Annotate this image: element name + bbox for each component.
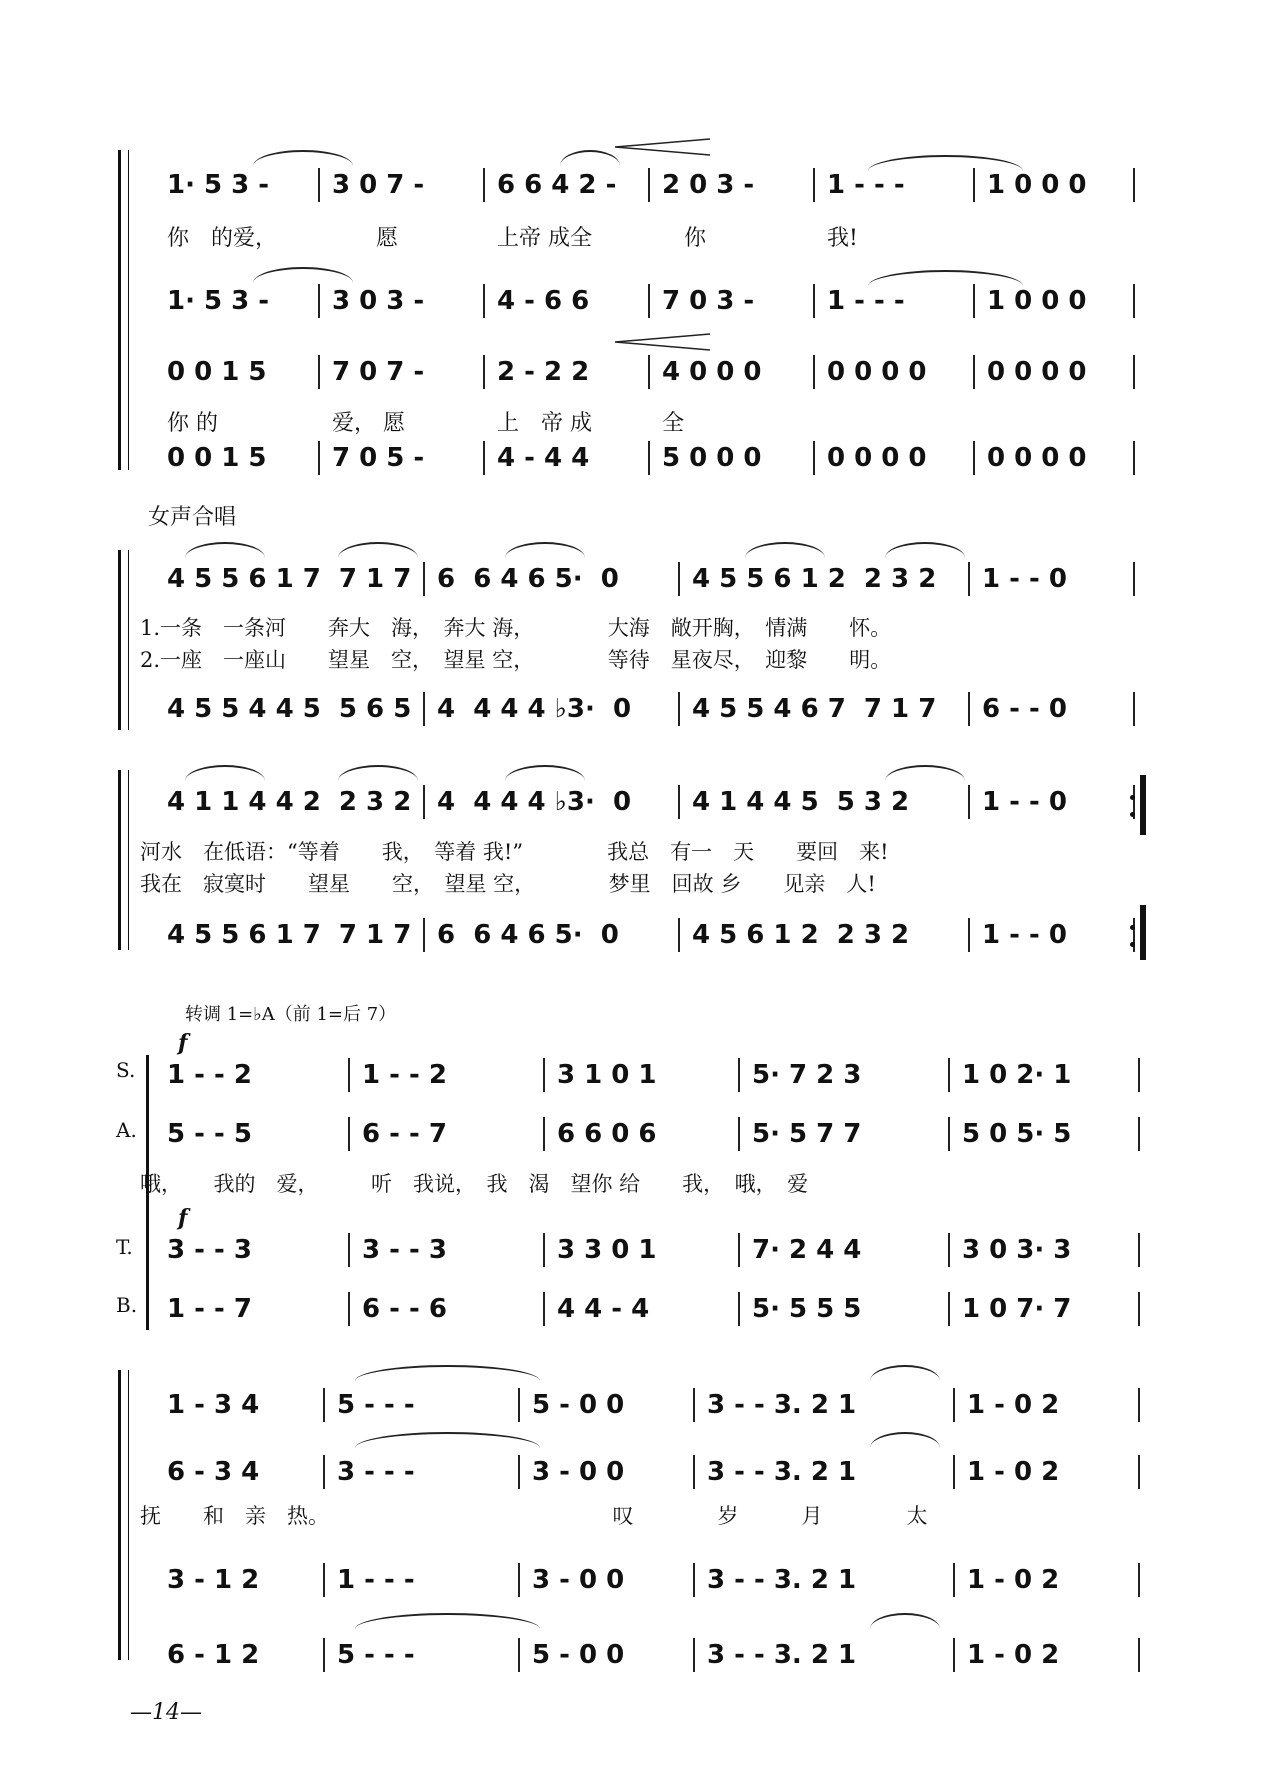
staff-row bbox=[155, 562, 1140, 596]
triplet-slur bbox=[885, 542, 965, 558]
measure: 2 - 2 2 bbox=[485, 355, 650, 389]
lyric-measure: 全 bbox=[662, 410, 685, 436]
system-bracket bbox=[118, 550, 126, 730]
measure: 4 5 5 6 1 2 2 3 2 bbox=[680, 562, 970, 596]
measure: 5 0 5· 5 bbox=[950, 1117, 1140, 1151]
page-number: —14— bbox=[130, 1700, 202, 1725]
system-bracket-thin bbox=[128, 550, 130, 730]
measure: 3 0 3· 3 bbox=[950, 1233, 1140, 1267]
triplet-slur bbox=[870, 1432, 940, 1448]
slur bbox=[253, 267, 353, 283]
measure: 6 6 4 6 5· 0 bbox=[425, 562, 680, 596]
measure: 1 - - 0 bbox=[970, 785, 1135, 819]
staff-row bbox=[155, 1563, 1140, 1597]
lyrics-verse-1: 河水 在低语：“等着 我， 等着 我!” 我总 有一 天 要回 来! bbox=[140, 840, 889, 864]
repeat-dot bbox=[1130, 925, 1135, 930]
measure: 4 0 0 0 bbox=[650, 355, 815, 389]
triplet-slur bbox=[338, 765, 418, 781]
measure: 4 4 4 4 ♭3· 0 bbox=[425, 785, 680, 819]
measure: 1 - - 0 bbox=[970, 562, 1135, 596]
measure: 6 - - 7 bbox=[350, 1117, 545, 1151]
staff-row bbox=[155, 1455, 1140, 1489]
lyrics-row: 抚 和 亲 热。 叹 岁 月 太 bbox=[140, 1504, 928, 1528]
slur bbox=[868, 270, 1023, 286]
staff-row bbox=[155, 1638, 1140, 1672]
measure: 0 0 1 5 bbox=[155, 355, 320, 389]
measure: 4 - 4 4 bbox=[485, 441, 650, 475]
measure: 1 - - 7 bbox=[155, 1292, 350, 1326]
staff-row bbox=[155, 918, 1140, 952]
measure: 5 - 0 0 bbox=[520, 1638, 695, 1672]
measure: 1 - - - bbox=[325, 1563, 520, 1597]
triplet-slur bbox=[185, 542, 265, 558]
lyric-measure bbox=[815, 404, 975, 438]
voice-label-bass: B. bbox=[116, 1293, 138, 1317]
lyrics-verse-2: 2.一座 一座山 望星 空， 望星 空， 等待 星夜尽， 迎黎 明。 bbox=[140, 648, 892, 672]
measure: 3 - - - bbox=[325, 1455, 520, 1489]
measure: 5 - 0 0 bbox=[520, 1388, 695, 1422]
staff-row bbox=[155, 355, 1140, 389]
measure: 3 - 0 0 bbox=[520, 1563, 695, 1597]
measure: 1 - - 2 bbox=[155, 1058, 350, 1092]
voice-label-alto: A. bbox=[116, 1118, 137, 1142]
lyric-measure: 爱， 愿 bbox=[332, 410, 405, 436]
measure: 5· 5 5 5 bbox=[740, 1292, 950, 1326]
triplet-slur bbox=[185, 765, 265, 781]
dynamic-forte: f bbox=[178, 1205, 188, 1231]
staff-row bbox=[155, 168, 1140, 202]
measure: 5 - - - bbox=[325, 1388, 520, 1422]
measure: 1 - 0 2 bbox=[955, 1563, 1140, 1597]
voice-label-soprano: S. bbox=[116, 1058, 136, 1082]
measure: 0 0 0 0 bbox=[815, 355, 975, 389]
measure: 3 - - 3. 2 1 bbox=[695, 1638, 955, 1672]
slur bbox=[560, 150, 620, 166]
staff-row bbox=[155, 692, 1140, 726]
measure: 1 0 0 0 bbox=[975, 168, 1135, 202]
lyric-measure: 你 bbox=[662, 225, 707, 251]
staff-row-soprano bbox=[155, 1058, 1140, 1092]
measure: 3 - - 3. 2 1 bbox=[695, 1388, 955, 1422]
measure: 5 - - - bbox=[325, 1638, 520, 1672]
measure: 7· 2 4 4 bbox=[740, 1233, 950, 1267]
staff-row bbox=[155, 785, 1140, 819]
measure: 4 1 1 4 4 2 2 3 2 bbox=[155, 785, 425, 819]
triplet-slur bbox=[870, 1613, 940, 1629]
measure: 4 5 5 4 6 7 7 1 7 bbox=[680, 692, 970, 726]
measure: 3 3 0 1 bbox=[545, 1233, 740, 1267]
triplet-slur bbox=[745, 542, 825, 558]
measure: 0 0 0 0 bbox=[815, 441, 975, 475]
lyric-measure: 上帝 成全 bbox=[497, 225, 592, 251]
measure: 3 1 0 1 bbox=[545, 1058, 740, 1092]
measure: 6 6 4 6 5· 0 bbox=[425, 918, 680, 952]
measure: 1 - 3 4 bbox=[155, 1388, 325, 1422]
measure: 1 - - - bbox=[815, 168, 975, 202]
measure: 5 0 0 0 bbox=[650, 441, 815, 475]
measure: 6 - 1 2 bbox=[155, 1638, 325, 1672]
crescendo-hairpin bbox=[615, 332, 710, 356]
measure: 3 - - 3. 2 1 bbox=[695, 1455, 955, 1489]
repeat-dot bbox=[1130, 812, 1135, 817]
measure: 1 0 2· 1 bbox=[950, 1058, 1140, 1092]
measure: 5· 5 7 7 bbox=[740, 1117, 950, 1151]
measure: 6 6 4 2 - bbox=[485, 168, 650, 202]
measure: 0 0 0 0 bbox=[975, 441, 1135, 475]
measure: 2 0 3 - bbox=[650, 168, 815, 202]
lyric-measure bbox=[975, 219, 1135, 253]
measure: 4 5 5 4 4 5 5 6 5 bbox=[155, 692, 425, 726]
measure: 4 4 - 4 bbox=[545, 1292, 740, 1326]
repeat-dot bbox=[1130, 942, 1135, 947]
system-bracket-thin bbox=[128, 150, 130, 470]
lyric-measure bbox=[975, 404, 1135, 438]
repeat-barline bbox=[1140, 905, 1146, 960]
measure: 5· 7 2 3 bbox=[740, 1058, 950, 1092]
slur bbox=[253, 150, 353, 166]
staff-row bbox=[155, 1388, 1140, 1422]
measure: 4 5 5 6 1 7 7 1 7 bbox=[155, 918, 425, 952]
measure: 1 - - 0 bbox=[970, 918, 1135, 952]
measure: 4 - 6 6 bbox=[485, 284, 650, 318]
staff-row-tenor bbox=[155, 1233, 1140, 1267]
staff-row bbox=[155, 284, 1140, 318]
tie bbox=[355, 1613, 540, 1629]
staff-row-bass bbox=[155, 1292, 1140, 1326]
staff-row bbox=[155, 441, 1140, 475]
lyric-measure: 你 的爱， bbox=[167, 225, 278, 251]
system-bracket bbox=[118, 770, 126, 950]
lyrics-row: 哦， 我的 爱， 听 我说， 我 渴 望你 给 我， 哦， 爱 bbox=[140, 1172, 809, 1196]
measure: 1 - 0 2 bbox=[955, 1455, 1140, 1489]
measure: 6 - 3 4 bbox=[155, 1455, 325, 1489]
measure: 6 - - 0 bbox=[970, 692, 1135, 726]
measure: 0 0 1 5 bbox=[155, 441, 320, 475]
repeat-barline bbox=[1140, 775, 1146, 835]
crescendo-hairpin bbox=[615, 137, 710, 161]
measure: 3 - - 3 bbox=[155, 1233, 350, 1267]
measure: 7 0 7 - bbox=[320, 355, 485, 389]
tie bbox=[355, 1432, 540, 1448]
triplet-slur bbox=[885, 765, 965, 781]
measure: 3 - 0 0 bbox=[520, 1455, 695, 1489]
modulation-mark: 转调 1=♭A（前 1=后 7） bbox=[185, 1004, 397, 1025]
measure: 7 0 3 - bbox=[650, 284, 815, 318]
lyric-measure: 上 帝 成 bbox=[497, 410, 592, 436]
measure: 1· 5 3 - bbox=[155, 168, 320, 202]
triplet-slur bbox=[338, 542, 418, 558]
measure: 4 5 6 1 2 2 3 2 bbox=[680, 918, 970, 952]
measure: 1· 5 3 - bbox=[155, 284, 320, 318]
measure: 4 1 4 4 5 5 3 2 bbox=[680, 785, 970, 819]
slur bbox=[868, 155, 1023, 171]
measure: 6 - - 6 bbox=[350, 1292, 545, 1326]
lyrics-row bbox=[155, 221, 1140, 251]
system-bracket bbox=[118, 150, 126, 470]
measure: 1 - 0 2 bbox=[955, 1388, 1140, 1422]
measure: 5 - - 5 bbox=[155, 1117, 350, 1151]
measure: 1 - - - bbox=[815, 284, 975, 318]
triplet-slur bbox=[505, 542, 585, 558]
tie bbox=[355, 1365, 540, 1381]
measure: 4 5 5 6 1 7 7 1 7 bbox=[155, 562, 425, 596]
measure: 4 4 4 4 ♭3· 0 bbox=[425, 692, 680, 726]
dynamic-forte: f bbox=[178, 1030, 188, 1056]
measure: 3 - 1 2 bbox=[155, 1563, 325, 1597]
staff-row-alto bbox=[155, 1117, 1140, 1151]
lyric-measure: 愿 bbox=[332, 225, 399, 251]
measure: 3 - - 3. 2 1 bbox=[695, 1563, 955, 1597]
measure: 1 - - 2 bbox=[350, 1058, 545, 1092]
lyrics-verse-2: 我在 寂寞时 望星 空， 望星 空， 梦里 回故 乡 见亲 人! bbox=[140, 872, 876, 896]
system-bracket-thin bbox=[128, 770, 130, 950]
lyrics-row bbox=[155, 406, 1140, 436]
lyrics-verse-1: 1.一条 一条河 奔大 海， 奔大 海， 大海 敞开胸， 情满 怀。 bbox=[140, 616, 892, 640]
voice-label-tenor: T. bbox=[116, 1235, 133, 1259]
measure: 3 0 3 - bbox=[320, 284, 485, 318]
measure: 7 0 5 - bbox=[320, 441, 485, 475]
repeat-dot bbox=[1130, 795, 1135, 800]
system-bracket-thin bbox=[128, 1370, 130, 1660]
measure: 3 - - 3 bbox=[350, 1233, 545, 1267]
section-label: 女声合唱 bbox=[148, 505, 237, 530]
measure: 3 0 7 - bbox=[320, 168, 485, 202]
measure: 6 6 0 6 bbox=[545, 1117, 740, 1151]
triplet-slur bbox=[505, 765, 585, 781]
triplet-slur bbox=[870, 1365, 940, 1381]
lyric-measure: 你 的 bbox=[167, 410, 218, 436]
measure: 1 0 0 0 bbox=[975, 284, 1135, 318]
lyric-measure: 我! bbox=[827, 225, 858, 251]
measure: 1 - 0 2 bbox=[955, 1638, 1140, 1672]
system-bracket bbox=[118, 1370, 126, 1660]
measure: 1 0 7· 7 bbox=[950, 1292, 1140, 1326]
measure: 0 0 0 0 bbox=[975, 355, 1135, 389]
